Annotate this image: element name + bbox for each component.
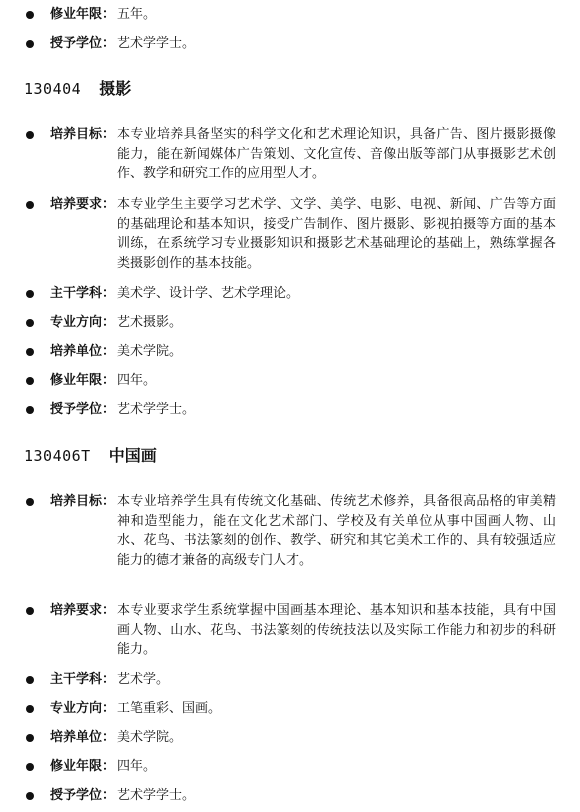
section-name: 摄影 <box>99 79 132 98</box>
bullet-icon <box>26 406 34 414</box>
list-item-degree <box>26 400 556 420</box>
item-value: 本专业要求学生系统掌握中国画基本理论、基本知识和基本技能，具有中国画人物、山水、花鸟、书法篆刻的传统技法以及实际工作能力和初步的科研能力。 <box>117 603 556 657</box>
section-heading <box>24 79 131 99</box>
section-code: 130406T <box>24 447 91 465</box>
bullet-icon <box>26 348 34 356</box>
bullet-icon <box>26 676 34 684</box>
item-value: 艺术摄影。 <box>117 315 183 330</box>
list-item-duration <box>26 757 556 777</box>
list-item-degree <box>26 786 556 806</box>
item-label: 培养目标： <box>50 127 116 142</box>
bullet-icon <box>26 11 34 19</box>
bullet-icon <box>26 498 34 506</box>
item-value: 美术学院。 <box>117 344 183 359</box>
bullet-icon <box>26 201 34 209</box>
item-label: 专业方向： <box>50 315 116 330</box>
item-value: 美术学院。 <box>117 730 183 745</box>
item-label: 培养要求： <box>50 197 116 212</box>
item-value: 四年。 <box>117 759 157 774</box>
list-item-goal <box>26 492 556 570</box>
bullet-icon <box>26 131 34 139</box>
item-label: 专业方向： <box>50 701 116 716</box>
item-value: 艺术学学士。 <box>117 36 196 51</box>
section-heading <box>24 446 157 466</box>
item-value: 四年。 <box>117 373 157 388</box>
list-item-duration <box>26 5 556 25</box>
item-value: 本专业培养具备坚实的科学文化和艺术理论知识，具备广告、图片摄影摄像能力，能在新闻媒体广告策划、文化宣传、音像出版等部门从事摄影艺术创作、教学和研究工作的应用型人才。 <box>117 127 556 181</box>
item-label: 授予学位： <box>50 402 116 417</box>
item-value: 五年。 <box>117 7 157 22</box>
item-value: 艺术学学士。 <box>117 788 196 803</box>
item-value: 工笔重彩、国画。 <box>117 701 222 716</box>
bullet-icon <box>26 792 34 800</box>
item-label: 修业年限： <box>50 759 116 774</box>
item-label: 培养要求： <box>50 603 116 618</box>
item-value: 本专业培养学生具有传统文化基础、传统艺术修养，具备很高品格的审美精神和造型能力，能在文化艺术部门、学校及有关单位从事中国画人物、山水、花鸟、书法篆刻的创作、教学、研究和其它美术工作的、具有较强适应能力的德才兼备的高级专门人才。 <box>117 494 556 568</box>
list-item-requirement <box>26 601 556 660</box>
bullet-icon <box>26 319 34 327</box>
item-label: 授予学位： <box>50 36 116 51</box>
bullet-icon <box>26 377 34 385</box>
list-item-goal <box>26 125 556 184</box>
list-item-unit <box>26 342 556 362</box>
list-item-main-subjects <box>26 670 556 690</box>
list-item-degree <box>26 34 556 54</box>
section-name: 中国画 <box>108 446 157 465</box>
item-label: 培养单位： <box>50 730 116 745</box>
list-item-direction <box>26 699 556 719</box>
item-label: 培养单位： <box>50 344 116 359</box>
item-label: 授予学位： <box>50 788 116 803</box>
bullet-icon <box>26 763 34 771</box>
item-value: 艺术学。 <box>117 672 170 687</box>
section-code: 130404 <box>24 80 82 98</box>
item-value: 艺术学学士。 <box>117 402 196 417</box>
list-item-direction <box>26 313 556 333</box>
item-label: 主干学科： <box>50 672 116 687</box>
item-value: 美术学、设计学、艺术学理论。 <box>117 286 300 301</box>
list-item-unit <box>26 728 556 748</box>
bullet-icon <box>26 40 34 48</box>
item-label: 主干学科： <box>50 286 116 301</box>
item-label: 培养目标： <box>50 494 116 509</box>
list-item-main-subjects <box>26 284 556 304</box>
item-label: 修业年限： <box>50 373 116 388</box>
item-value: 本专业学生主要学习艺术学、文学、美学、电影、电视、新闻、广告等方面的基础理论和基本知识，接受广告制作、图片摄影、影视拍摄等方面的基本训练，在系统学习专业摄影知识和摄影艺术基础理论的基础上，熟练掌握各类摄影创作的基本技能。 <box>117 197 556 271</box>
item-label: 修业年限： <box>50 7 116 22</box>
list-item-requirement <box>26 195 556 273</box>
bullet-icon <box>26 290 34 298</box>
list-item-duration <box>26 371 556 391</box>
bullet-icon <box>26 607 34 615</box>
bullet-icon <box>26 705 34 713</box>
bullet-icon <box>26 734 34 742</box>
